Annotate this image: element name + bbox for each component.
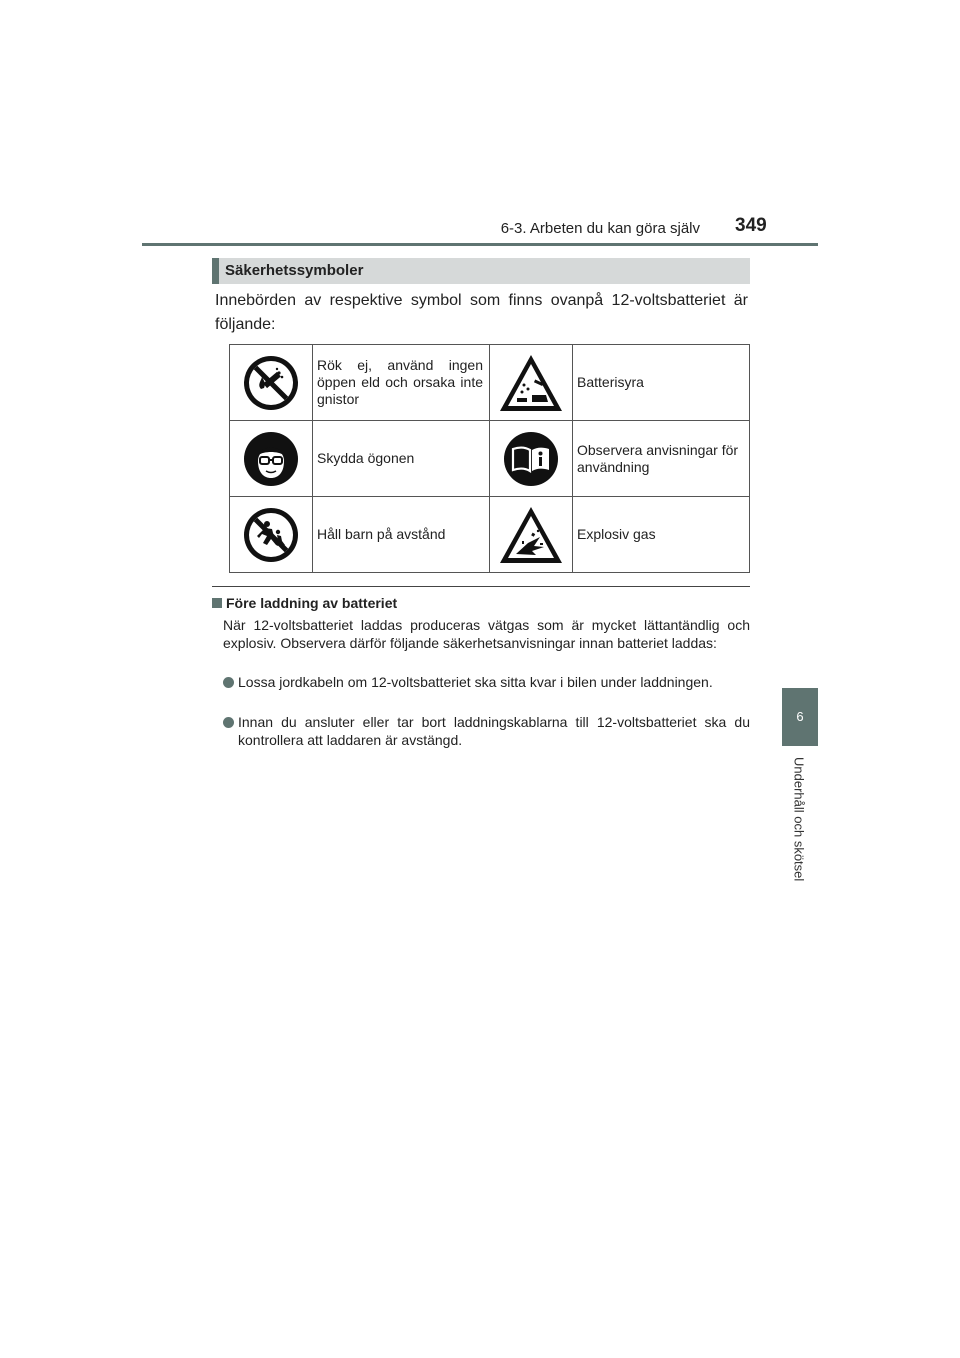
list-item — [223, 673, 750, 691]
section-heading: Säkerhetssymboler — [225, 262, 364, 279]
square-bullet-icon — [212, 598, 222, 608]
eye-protection-icon — [243, 431, 299, 487]
symbol-description: Explosiv gas — [573, 497, 750, 573]
safety-symbol-table — [229, 344, 750, 573]
header-rule — [142, 243, 818, 246]
keep-children-away-icon — [243, 507, 299, 563]
battery-acid-warning-icon — [498, 353, 564, 413]
list-item-text: Innan du ansluter eller tar bort laddningskablarna till 12-voltsbatteriet ska du kontrollera att laddaren är avstängd. — [238, 714, 750, 748]
symbol-cell — [230, 345, 313, 421]
symbol-description: Observera anvisningar för användning — [573, 421, 750, 497]
section-accent — [212, 258, 219, 284]
intro-text: Innebörden av respektive symbol som finns ovanpå 12-voltsbatteriet är följande: — [215, 292, 748, 333]
subsection-heading-text: Före laddning av batteriet — [226, 595, 398, 611]
list-item-text: Lossa jordkabeln om 12-voltsbatteriet ska sitta kvar i bilen under laddningen. — [238, 674, 713, 690]
symbol-description: Batterisyra — [573, 345, 750, 421]
list-item — [223, 713, 750, 749]
no-smoking-flame-icon — [243, 355, 299, 411]
symbol-description: Skydda ögonen — [313, 421, 490, 497]
page-number: 349 — [735, 215, 767, 236]
charging-paragraph: När 12-voltsbatteriet laddas produceras vätgas som är mycket lättantändlig och explosiv. Observera därför följande säkerhetsanvisningar innan batteriet laddas: — [223, 617, 750, 651]
section-divider — [212, 586, 750, 587]
symbol-cell — [230, 421, 313, 497]
symbol-row — [230, 421, 750, 497]
explosive-gas-warning-icon — [498, 505, 564, 565]
symbol-description: Rök ej, använd ingen öppen eld och orsaka inte gnistor — [313, 345, 490, 421]
bullet-dot-icon — [223, 717, 234, 728]
chapter-tab: 6 — [782, 688, 818, 746]
bullet-dot-icon — [223, 677, 234, 688]
symbol-row — [230, 497, 750, 573]
symbol-cell — [490, 421, 573, 497]
read-instructions-icon — [503, 431, 559, 487]
chapter-label — [784, 757, 814, 897]
symbol-description: Håll barn på avstånd — [313, 497, 490, 573]
chapter-label-text: Underhåll och skötsel — [791, 757, 807, 882]
symbol-cell — [230, 497, 313, 573]
section-heading-bar — [212, 258, 750, 284]
symbol-cell — [490, 497, 573, 573]
subsection-heading — [212, 595, 397, 611]
symbol-cell — [490, 345, 573, 421]
symbol-row — [230, 345, 750, 421]
running-header-title: 6-3. Arbeten du kan göra själv — [500, 220, 700, 237]
